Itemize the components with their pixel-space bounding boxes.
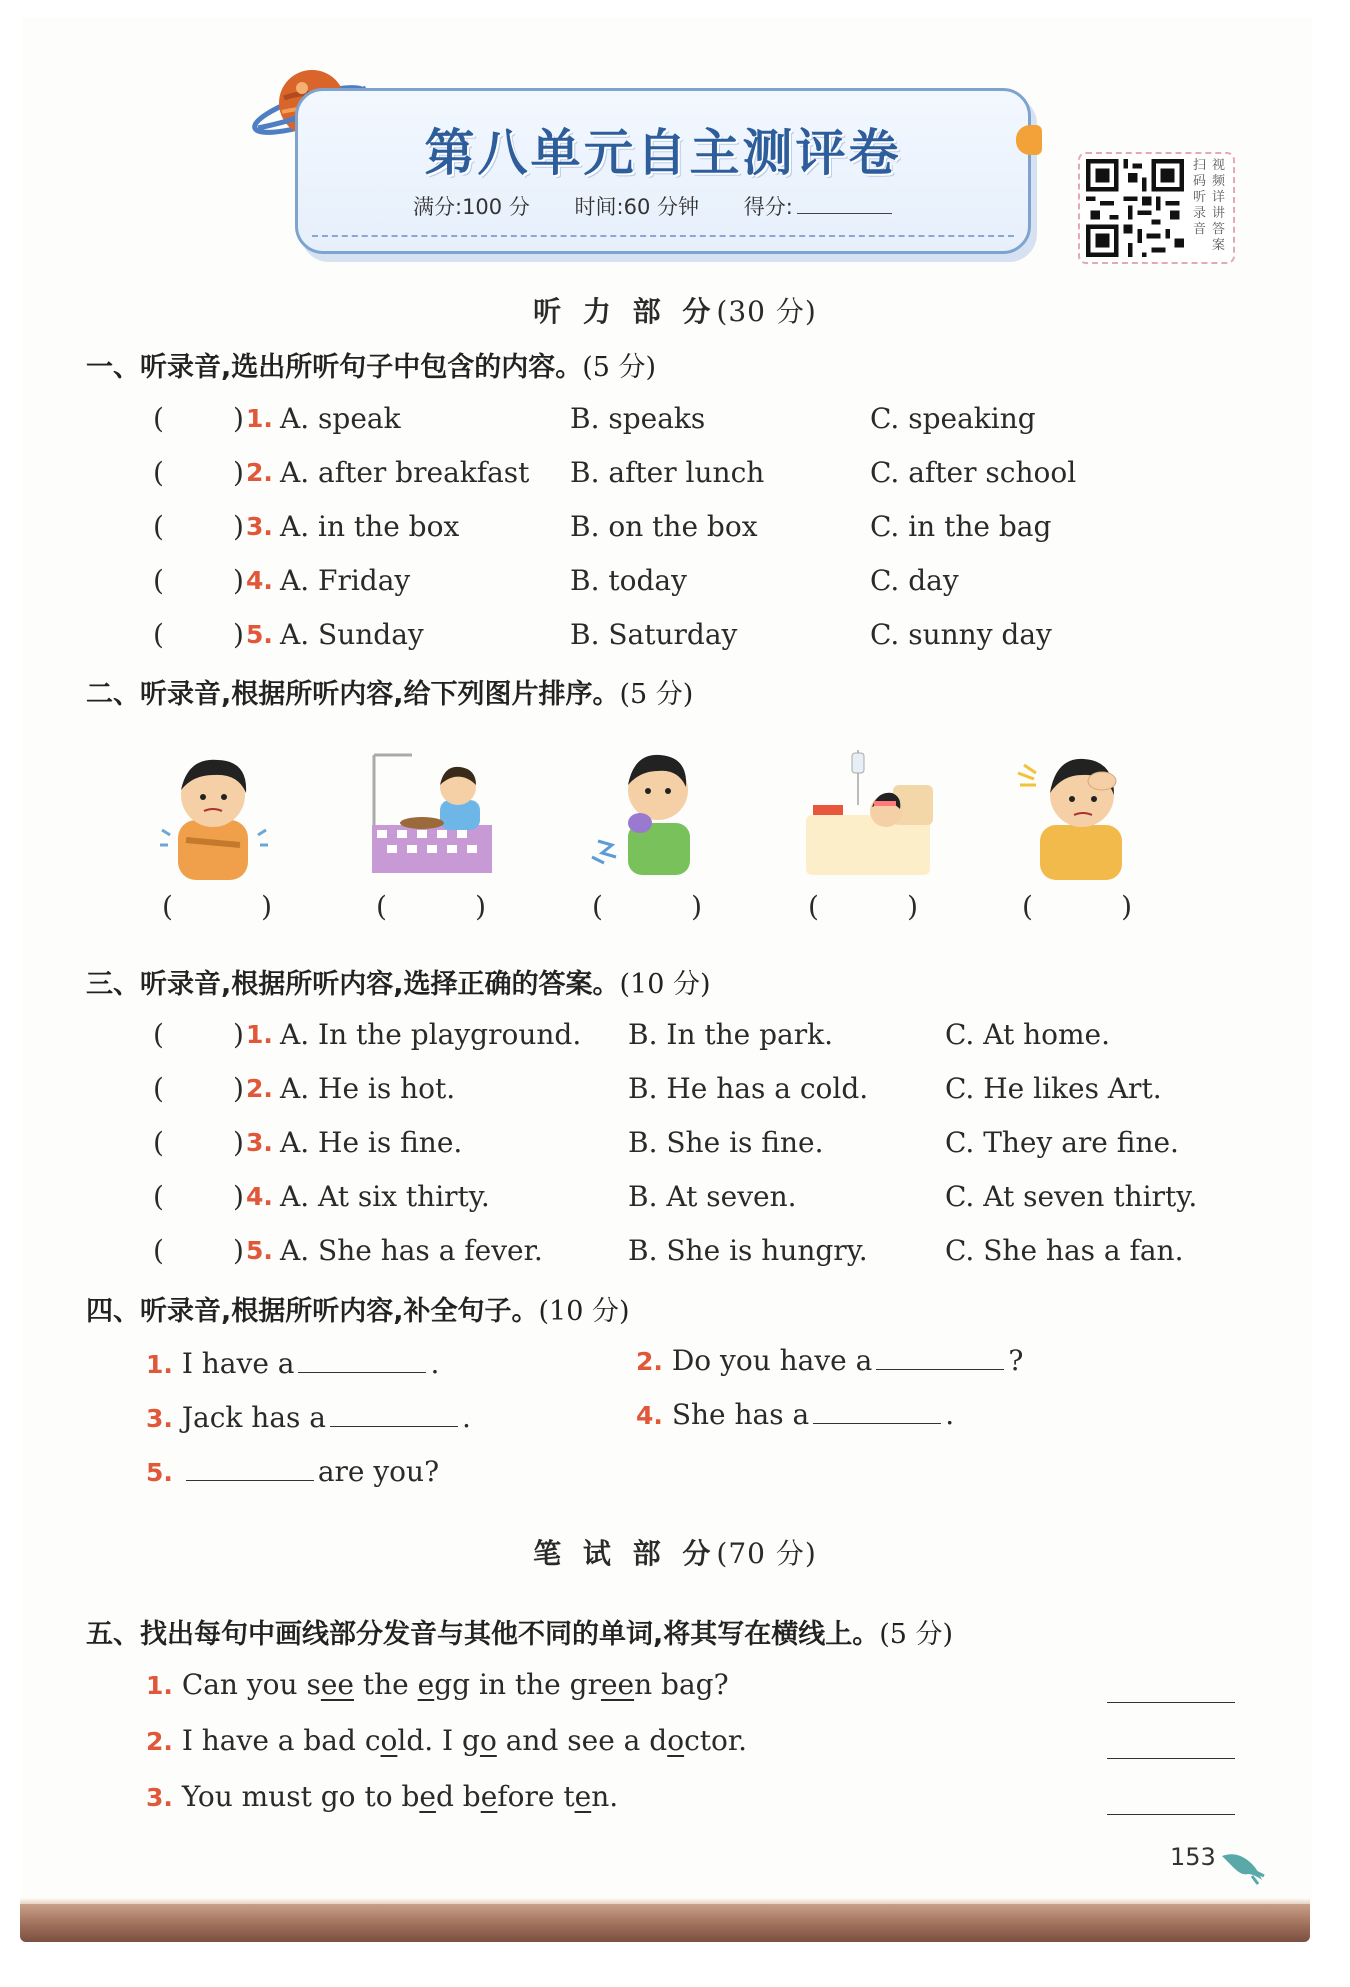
option-a: A. Sunday bbox=[280, 618, 424, 651]
option-a: A. after breakfast bbox=[280, 456, 530, 489]
item-number: 2. bbox=[246, 458, 273, 487]
boy-coughing-picture bbox=[578, 745, 718, 880]
q1-item-1 bbox=[0, 402, 1350, 442]
listening-heading: 听 力 部 分(30 分) bbox=[533, 295, 817, 328]
score-info bbox=[413, 191, 968, 221]
q1-item-5 bbox=[0, 618, 1350, 658]
writing-heading: 笔 试 部 分(70 分) bbox=[533, 1537, 817, 1570]
option-a: A. Friday bbox=[280, 564, 411, 597]
picture-answer-2[interactable]: ( ) bbox=[376, 890, 486, 923]
boy-cold-picture bbox=[148, 745, 288, 880]
item-number: 3. bbox=[246, 1128, 273, 1157]
fill-blank[interactable] bbox=[186, 1454, 314, 1481]
boy-headache-picture bbox=[1010, 745, 1150, 880]
q5-answer-line-1[interactable] bbox=[1107, 1702, 1235, 1703]
item-number: 1. bbox=[246, 1020, 273, 1049]
full-score: 满分:100 分 bbox=[413, 195, 530, 219]
q5-item-2: 2. I have a bad cold. I go and see a doctor. bbox=[146, 1724, 748, 1757]
option-c: C. day bbox=[870, 564, 959, 597]
option-c: C. He likes Art. bbox=[945, 1072, 1162, 1105]
q3-title: 三、听录音,根据所听内容,选择正确的答案。(10 分) bbox=[86, 969, 711, 1000]
answer-paren-close: ) bbox=[233, 1234, 244, 1267]
score-field[interactable] bbox=[744, 195, 930, 219]
q4-item-4: 4. She has a . bbox=[636, 1398, 955, 1431]
q3-item-5 bbox=[0, 1234, 1350, 1274]
fill-blank[interactable] bbox=[330, 1400, 458, 1427]
answer-paren-close: ) bbox=[233, 1018, 244, 1051]
answer-paren-close: ) bbox=[233, 618, 244, 651]
q5-answer-line-3[interactable] bbox=[1107, 1814, 1235, 1815]
option-a: A. In the playground. bbox=[280, 1018, 582, 1051]
picture-answer-1[interactable]: ( ) bbox=[162, 890, 272, 923]
item-number: 2. bbox=[246, 1074, 273, 1103]
item-number: 5. bbox=[246, 620, 273, 649]
q1-item-2 bbox=[0, 456, 1350, 496]
time-limit: 时间:60 分钟 bbox=[574, 195, 700, 219]
option-c: C. in the bag bbox=[870, 510, 1052, 543]
option-c: C. At seven thirty. bbox=[945, 1180, 1198, 1213]
option-c: C. after school bbox=[870, 456, 1077, 489]
qr-code-box[interactable] bbox=[1078, 152, 1235, 264]
answer-paren-close: ) bbox=[233, 1180, 244, 1213]
underlined-part: e bbox=[417, 1668, 435, 1701]
option-b: B. on the box bbox=[570, 510, 758, 543]
answer-paren-open[interactable]: ( bbox=[153, 1018, 164, 1051]
underlined-part: o bbox=[380, 1724, 398, 1757]
option-c: C. speaking bbox=[870, 402, 1036, 435]
q3-item-1 bbox=[0, 1018, 1350, 1058]
q4-item-5: 5. are you? bbox=[146, 1455, 440, 1488]
option-a: A. He is hot. bbox=[280, 1072, 456, 1105]
option-a: A. speak bbox=[280, 402, 401, 435]
item-number: 4. bbox=[246, 1182, 273, 1211]
q4-item-1: 1. I have a . bbox=[146, 1347, 440, 1380]
page-bottom-band bbox=[20, 1904, 1310, 1942]
q2-title: 二、听录音,根据所听内容,给下列图片排序。(5 分) bbox=[86, 679, 694, 710]
q5-item-3: 3. You must go to bed before ten. bbox=[146, 1780, 619, 1813]
option-b: B. She is fine. bbox=[628, 1126, 824, 1159]
option-c: C. They are fine. bbox=[945, 1126, 1179, 1159]
answer-paren-close: ) bbox=[233, 402, 244, 435]
answer-paren-open[interactable]: ( bbox=[153, 564, 164, 597]
option-b: B. In the park. bbox=[628, 1018, 833, 1051]
header-banner bbox=[295, 88, 1031, 254]
answer-paren-close: ) bbox=[233, 456, 244, 489]
answer-paren-open[interactable]: ( bbox=[153, 510, 164, 543]
option-b: B. today bbox=[570, 564, 687, 597]
dolphin-icon bbox=[1218, 1846, 1266, 1886]
underlined-part: o bbox=[479, 1724, 497, 1757]
picture-answer-5[interactable]: ( ) bbox=[1022, 890, 1132, 923]
q1-title: 一、听录音,选出所听句子中包含的内容。(5 分) bbox=[86, 352, 657, 383]
answer-paren-open[interactable]: ( bbox=[153, 1234, 164, 1267]
score-label: 得分: bbox=[743, 195, 793, 219]
answer-paren-close: ) bbox=[233, 564, 244, 597]
option-c: C. At home. bbox=[945, 1018, 1111, 1051]
picture-answer-3[interactable]: ( ) bbox=[592, 890, 702, 923]
q5-item-1: 1. Can you see the egg in the green bag? bbox=[146, 1668, 729, 1701]
boy-eating-picture bbox=[362, 745, 502, 880]
answer-paren-open[interactable]: ( bbox=[153, 456, 164, 489]
picture-answer-4[interactable]: ( ) bbox=[808, 890, 918, 923]
option-c: C. sunny day bbox=[870, 618, 1052, 651]
answer-paren-open[interactable]: ( bbox=[153, 1126, 164, 1159]
banner-tab bbox=[1016, 125, 1042, 155]
underlined-part: o bbox=[667, 1724, 685, 1757]
q1-item-3 bbox=[0, 510, 1350, 550]
fill-blank[interactable] bbox=[813, 1397, 941, 1424]
q3-item-3 bbox=[0, 1126, 1350, 1166]
qr-code-icon bbox=[1086, 159, 1184, 257]
underlined-part: ee bbox=[320, 1668, 354, 1701]
score-blank[interactable] bbox=[797, 213, 892, 214]
option-b: B. Saturday bbox=[570, 618, 738, 651]
answer-paren-close: ) bbox=[233, 1072, 244, 1105]
option-b: B. He has a cold. bbox=[628, 1072, 869, 1105]
answer-paren-open[interactable]: ( bbox=[153, 618, 164, 651]
q3-item-4 bbox=[0, 1180, 1350, 1220]
option-a: A. in the box bbox=[280, 510, 460, 543]
q4-item-2: 2. Do you have a ? bbox=[636, 1344, 1024, 1377]
q5-answer-line-2[interactable] bbox=[1107, 1758, 1235, 1759]
q5-title: 五、找出每句中画线部分发音与其他不同的单词,将其写在横线上。(5 分) bbox=[86, 1619, 954, 1650]
option-b: B. speaks bbox=[570, 402, 706, 435]
item-number: 4. bbox=[246, 566, 273, 595]
q1-item-4 bbox=[0, 564, 1350, 604]
option-b: B. At seven. bbox=[628, 1180, 797, 1213]
underlined-part: e bbox=[419, 1780, 436, 1813]
q4-title: 四、听录音,根据所听内容,补全句子。(10 分) bbox=[86, 1296, 630, 1327]
answer-paren-open[interactable]: ( bbox=[153, 402, 164, 435]
item-number: 1. bbox=[246, 404, 273, 433]
option-a: A. She has a fever. bbox=[280, 1234, 543, 1267]
option-c: C. She has a fan. bbox=[945, 1234, 1184, 1267]
item-number: 3. bbox=[246, 512, 273, 541]
item-number: 5. bbox=[246, 1236, 273, 1265]
page-title: 第八单元自主测评卷 bbox=[424, 124, 902, 182]
answer-paren-close: ) bbox=[233, 510, 244, 543]
fill-blank[interactable] bbox=[876, 1343, 1004, 1370]
underlined-part: e bbox=[574, 1780, 592, 1813]
q3-item-2 bbox=[0, 1072, 1350, 1112]
underlined-part: ee bbox=[600, 1668, 635, 1701]
boy-in-bed-picture bbox=[798, 745, 938, 880]
option-a: A. At six thirty. bbox=[280, 1180, 490, 1213]
answer-paren-open[interactable]: ( bbox=[153, 1180, 164, 1213]
page-number: 153 bbox=[1170, 1843, 1216, 1871]
option-b: B. She is hungry. bbox=[628, 1234, 868, 1267]
underlined-part: e bbox=[480, 1780, 498, 1813]
option-b: B. after lunch bbox=[570, 456, 765, 489]
option-a: A. He is fine. bbox=[280, 1126, 463, 1159]
answer-paren-open[interactable]: ( bbox=[153, 1072, 164, 1105]
qr-caption: 扫 视 码 频 听 详 录 讲 音 答 案 bbox=[1192, 158, 1225, 253]
fill-blank[interactable] bbox=[298, 1346, 426, 1373]
q4-item-3: 3. Jack has a . bbox=[146, 1401, 471, 1434]
answer-paren-close: ) bbox=[233, 1126, 244, 1159]
